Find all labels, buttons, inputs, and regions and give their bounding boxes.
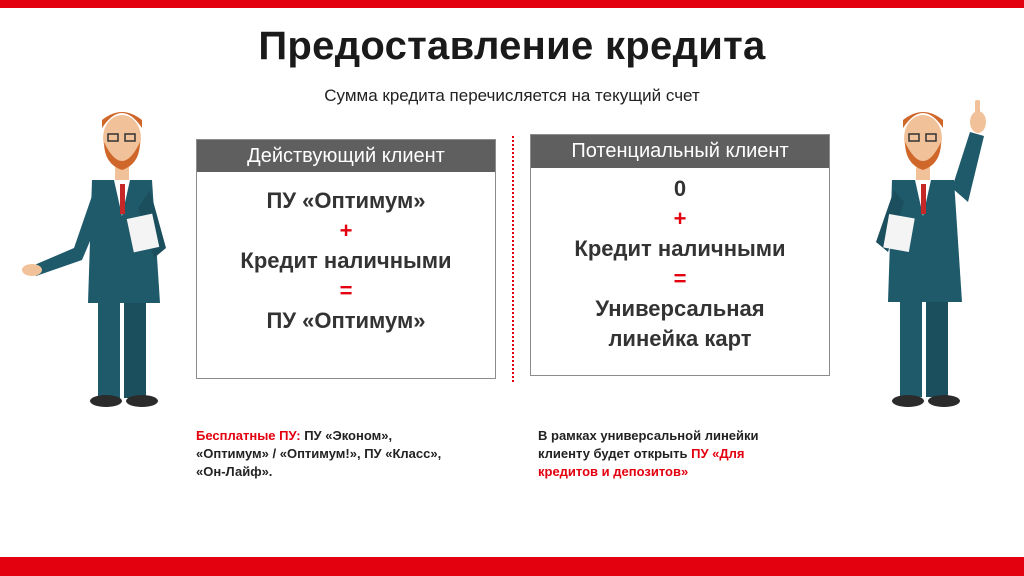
dotted-divider — [512, 136, 514, 382]
universal-line-note — [538, 427, 838, 481]
left-equals-sign: = — [339, 278, 353, 303]
free-products-note — [196, 427, 506, 481]
right-result-line-2: линейка карт — [608, 326, 752, 351]
left-plus-sign: + — [339, 218, 353, 243]
universal-line-highlight-1: ПУ «Для — [691, 446, 745, 461]
slide-title: Предоставление кредита — [258, 24, 766, 68]
left-credit-line: Кредит наличными — [240, 248, 452, 273]
free-products-text-1: ПУ «Эконом», — [300, 428, 393, 443]
businessman-right-illustration — [858, 92, 1008, 413]
free-products-text-2: «Оптимум» / «Оптимум!», ПУ «Класс», — [196, 446, 442, 461]
free-products-text-3: «Он-Лайф». — [196, 464, 273, 479]
right-credit-line: Кредит наличными — [574, 236, 786, 261]
current-client-body — [197, 172, 495, 336]
potential-client-header: Потенциальный клиент — [531, 135, 829, 168]
current-client-header: Действующий клиент — [197, 140, 495, 172]
right-zero-line: 0 — [673, 176, 687, 201]
universal-line-highlight-2: кредитов и депозитов» — [538, 464, 689, 479]
bottom-accent-bar — [0, 557, 1024, 576]
right-plus-sign: + — [673, 206, 687, 231]
left-product-line: ПУ «Оптимум» — [266, 188, 426, 213]
universal-line-text-1: В рамках универсальной линейки — [538, 428, 759, 443]
businessman-left-illustration — [18, 98, 178, 413]
slide-subtitle: Сумма кредита перечисляется на текущий счет — [324, 86, 700, 105]
current-client-card — [196, 139, 496, 379]
potential-client-body — [531, 168, 829, 354]
left-result-line: ПУ «Оптимум» — [266, 308, 426, 333]
top-accent-bar — [0, 0, 1024, 8]
universal-line-text-2: клиенту будет открыть — [538, 446, 692, 461]
free-products-label: Бесплатные ПУ: — [196, 428, 301, 443]
potential-client-card — [530, 134, 830, 376]
right-result-line-1: Универсальная — [595, 296, 765, 321]
right-equals-sign: = — [673, 266, 687, 291]
